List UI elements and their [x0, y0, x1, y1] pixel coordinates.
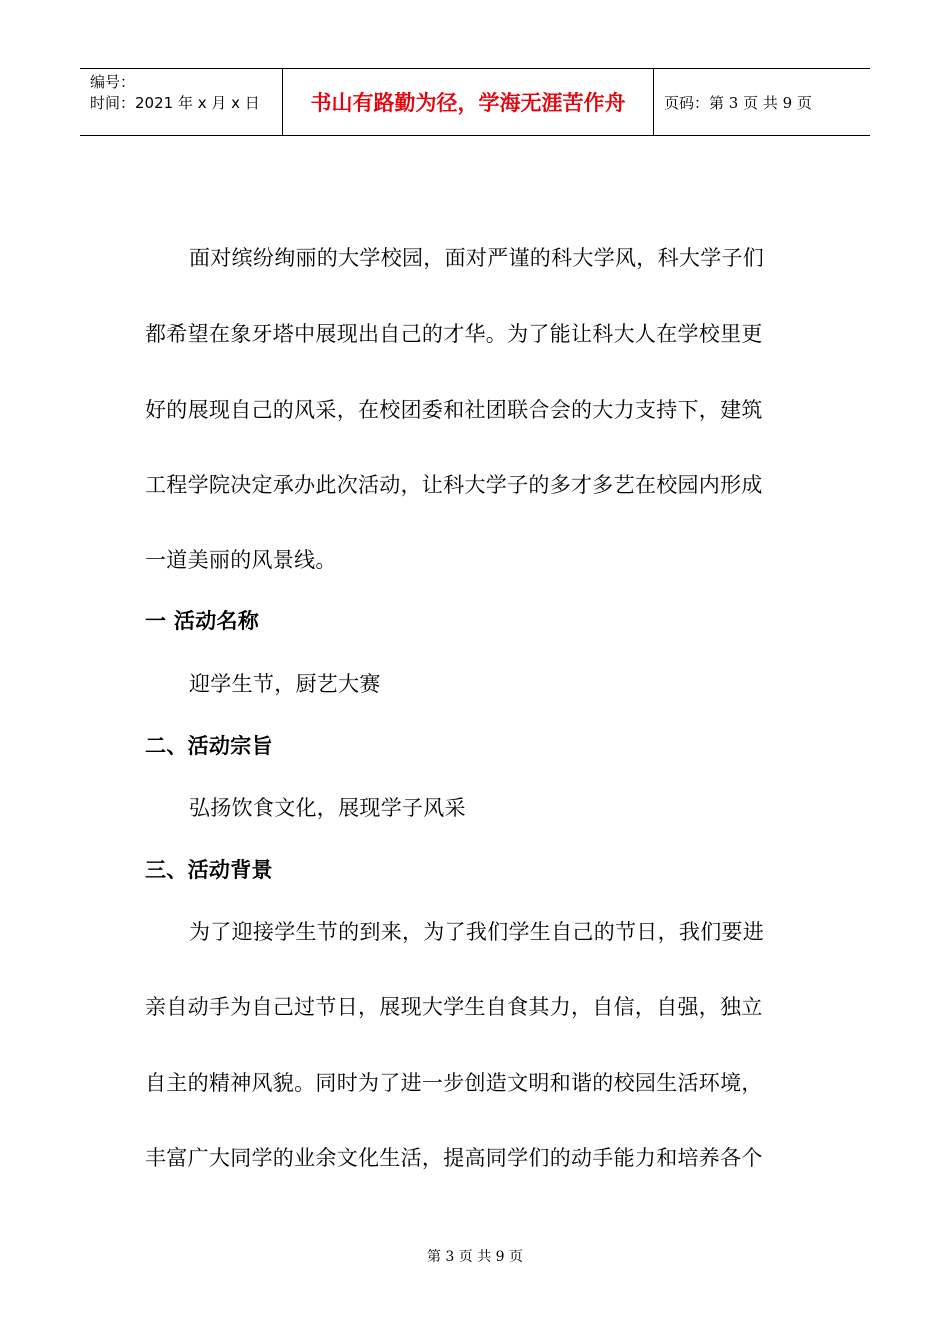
section-text: 弘扬饮食文化，展现学子风采 — [189, 796, 466, 820]
paragraph-line: 面对缤纷绚丽的大学校园，面对严谨的科大学风，科大学子们 — [189, 246, 765, 270]
section-heading: 二、活动宗旨 — [145, 734, 273, 758]
header-motto: 书山有路勤为径，学海无涯苦作舟 — [282, 69, 654, 135]
section-heading: 三、活动背景 — [145, 858, 273, 882]
section-text: 迎学生节，厨艺大赛 — [189, 672, 381, 696]
document-time-label: 时间：2021 年 x 月 x 日 — [90, 94, 260, 112]
section-heading: 一 活动名称 — [145, 609, 260, 633]
paragraph-line: 好的展现自己的风采，在校团委和社团联合会的大力支持下，建筑 — [145, 398, 763, 422]
paragraph-line: 工程学院决定承办此次活动，让科大学子的多才多艺在校园内形成 — [145, 473, 763, 497]
page-footer: 第 3 页 共 9 页 — [426, 1249, 524, 1265]
paragraph-line: 为了迎接学生节的到来，为了我们学生自己的节日，我们要进 — [189, 920, 765, 944]
header-page-number: 页码：第 3 页 共 9 页 — [664, 93, 812, 112]
document-number-label: 编号： — [90, 73, 136, 91]
paragraph-line: 自主的精神风貌。同时为了进一步创造文明和谐的校园生活环境， — [145, 1071, 763, 1095]
page-header — [80, 68, 870, 136]
paragraph-line: 亲自动手为自己过节日，展现大学生自食其力，自信，自强，独立 — [145, 995, 763, 1019]
paragraph-line: 一道美丽的风景线。 — [145, 548, 337, 572]
header-info — [80, 69, 282, 135]
paragraph-line: 都希望在象牙塔中展现出自己的才华。为了能让科大人在学校里更 — [145, 322, 763, 346]
paragraph-line: 丰富广大同学的业余文化生活，提高同学们的动手能力和培养各个 — [145, 1146, 763, 1170]
